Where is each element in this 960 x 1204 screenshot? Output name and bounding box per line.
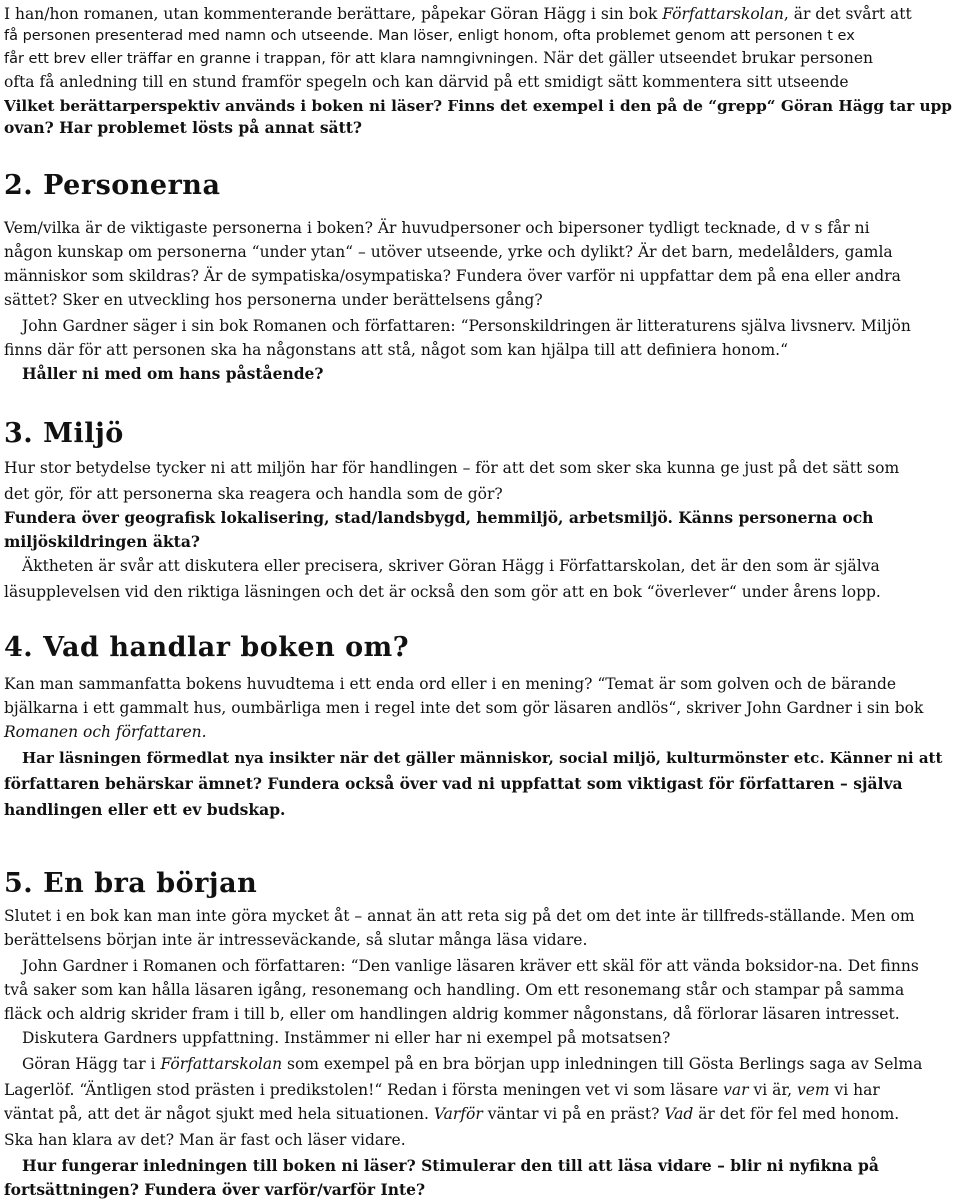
s5-line: [4, 1080, 880, 1100]
s5-question: fortsättningen? Fundera över varför/varför Inte?: [4, 1180, 426, 1199]
s5-text: Lagerlöf. “Äntligen stod prästen i predikstolen!“ Redan i första meningen vet vi som läsare: [4, 1081, 724, 1099]
s2-question: Håller ni med om hans påstående?: [22, 364, 324, 383]
intro-line-3: [4, 48, 873, 69]
s4-book-title: Romanen och författaren.: [4, 723, 207, 741]
s5-line: Ska han klara av det? Man är fast och läser vidare.: [4, 1131, 406, 1149]
s5-line: Diskutera Gardners uppfattning. Instämmer ni eller har ni exempel på motsatsen?: [22, 1029, 671, 1047]
s3-question: miljöskildringen äkta?: [4, 532, 200, 551]
section-heading-miljo: 3. Miljö: [4, 418, 124, 449]
intro-line-4: ofta få anledning till en stund framför spegeln och kan därvid på ett smidigt sätt kommentera sitt utseende: [4, 73, 849, 91]
intro-line-2: få personen presenterad med namn och utseende. Man löser, enligt honom, ofta problemet genom att personen t ex: [4, 28, 855, 44]
section-heading-bra-borjan: 5. En bra början: [4, 868, 258, 899]
s5-text: väntat på, att det är något sjukt med hela situationen.: [4, 1105, 434, 1123]
s4-question: Har läsningen förmedlat nya insikter när det gäller människor, social miljö, kulturmönster etc. Känner ni att: [22, 749, 943, 767]
s5-question: Hur fungerar inledningen till boken ni läser? Stimulerar den till att läsa vidare – blir ni nyfikna på: [22, 1156, 879, 1175]
s4-line: Kan man sammanfatta bokens huvudtema i ett enda ord eller i en mening? “Temat är som golven och de bärande: [4, 675, 897, 693]
s4-line: bjälkarna i ett gammalt hus, oumbärliga men i regel inte det som gör läsaren andlös“, skriver John Gardner i sin bok: [4, 699, 924, 717]
book-title: Författarskolan: [662, 5, 784, 23]
s2-line: finns där för att personen ska ha någonstans att stå, något som kan hjälpa till att definiera honom.“: [4, 341, 789, 359]
s2-line: sättet? Sker en utveckling hos personerna under berättelsens gång?: [4, 291, 543, 309]
s5-text: vi är,: [748, 1081, 797, 1099]
s5-line: Slutet i en bok kan man inte göra mycket åt – annat än att reta sig på det om det inte är tillfreds-ställande. Men om: [4, 907, 915, 925]
s3-para: Äktheten är svår att diskutera eller precisera, skriver Göran Hägg i Författarskolan, det är den som är själva: [22, 557, 880, 575]
emphasis: vem: [796, 1081, 830, 1099]
s5-line: fläck och aldrig skrider fram i till b, eller om handlingen aldrig kommer någonstans, då förlorar läsaren intresset.: [4, 1005, 900, 1023]
emphasis: var: [723, 1081, 749, 1099]
s3-para: läsupplevelsen vid den riktiga läsningen och det är också den som gör att en bok “överlever“ under årens lopp.: [4, 583, 881, 601]
s4-question: handlingen eller ett ev budskap.: [4, 800, 286, 819]
intro-line-1: [4, 4, 912, 24]
s5-text: väntar vi på en präst?: [482, 1105, 665, 1123]
s2-line: människor som skildras? Är de sympatiska/osympatiska? Fundera över varför ni uppfattar dem på ena eller andra: [4, 267, 901, 285]
intro-text: får ett brev eller träffar en granne i trappan, för att klara namngivningen.: [4, 51, 539, 67]
book-title: Författarskolan: [160, 1055, 283, 1073]
s2-line: John Gardner säger i sin bok Romanen och författaren: “Personskildringen är litteraturens själva livsnerv. Miljön: [22, 317, 911, 335]
s2-line: Vem/vilka är de viktigaste personerna i boken? Är huvudpersoner och bipersoner tydligt tecknade, d v s får ni: [4, 219, 870, 237]
s2-line: någon kunskap om personerna “under ytan“ – utöver utseende, yrke och dylikt? Är det barn, medelålders, gamla: [4, 243, 893, 261]
s5-line: John Gardner i Romanen och författaren: “Den vanlige läsaren kräver ett skäl för att vända boksidor-na. Det finns: [22, 957, 919, 975]
emphasis: Varför: [433, 1105, 483, 1123]
intro-text: , är det svårt att: [783, 5, 912, 23]
s5-line: [22, 1054, 922, 1074]
emphasis: Vad: [664, 1105, 694, 1123]
s5-text: som exempel på en bra början upp inledningen till Gösta Berlings saga av Selma: [282, 1055, 923, 1073]
s5-line: två saker som kan hålla läsaren igång, resonemang och handling. Om ett resonemang står och stampar på samma: [4, 981, 905, 999]
section-heading-vad-handlar: 4. Vad handlar boken om?: [4, 632, 410, 663]
s5-text: är det för fel med honom.: [693, 1105, 900, 1123]
s3-line: det gör, för att personerna ska reagera och handla som de gör?: [4, 485, 503, 503]
s3-line: Hur stor betydelse tycker ni att miljön har för handlingen – för att det som sker ska kunna ge just på det sätt som: [4, 459, 900, 477]
intro-text: I han/hon romanen, utan kommenterande berättare, påpekar Göran Hägg i sin bok: [4, 5, 663, 23]
intro-question: Vilket berättarperspektiv används i boken ni läser? Finns det exempel i den på de “grepp“ Göran Hägg tar upp: [4, 97, 952, 115]
s5-text: Göran Hägg tar i: [22, 1055, 161, 1073]
s4-question: författaren behärskar ämnet? Fundera också över vad ni uppfattat som viktigast för författaren – själva: [4, 774, 903, 793]
section-heading-personerna: 2. Personerna: [4, 170, 221, 201]
s5-line: berättelsens början inte är intresseväckande, så slutar många läsa vidare.: [4, 931, 588, 949]
intro-text: När det gäller utseendet brukar personen: [538, 49, 874, 67]
intro-question-2: ovan? Har problemet lösts på annat sätt?: [4, 118, 362, 137]
s5-line: [4, 1104, 899, 1124]
s3-question: Fundera över geografisk lokalisering, stad/landsbygd, hemmiljö, arbetsmiljö. Känns personerna och: [4, 508, 874, 527]
s5-text: vi har: [829, 1081, 880, 1099]
